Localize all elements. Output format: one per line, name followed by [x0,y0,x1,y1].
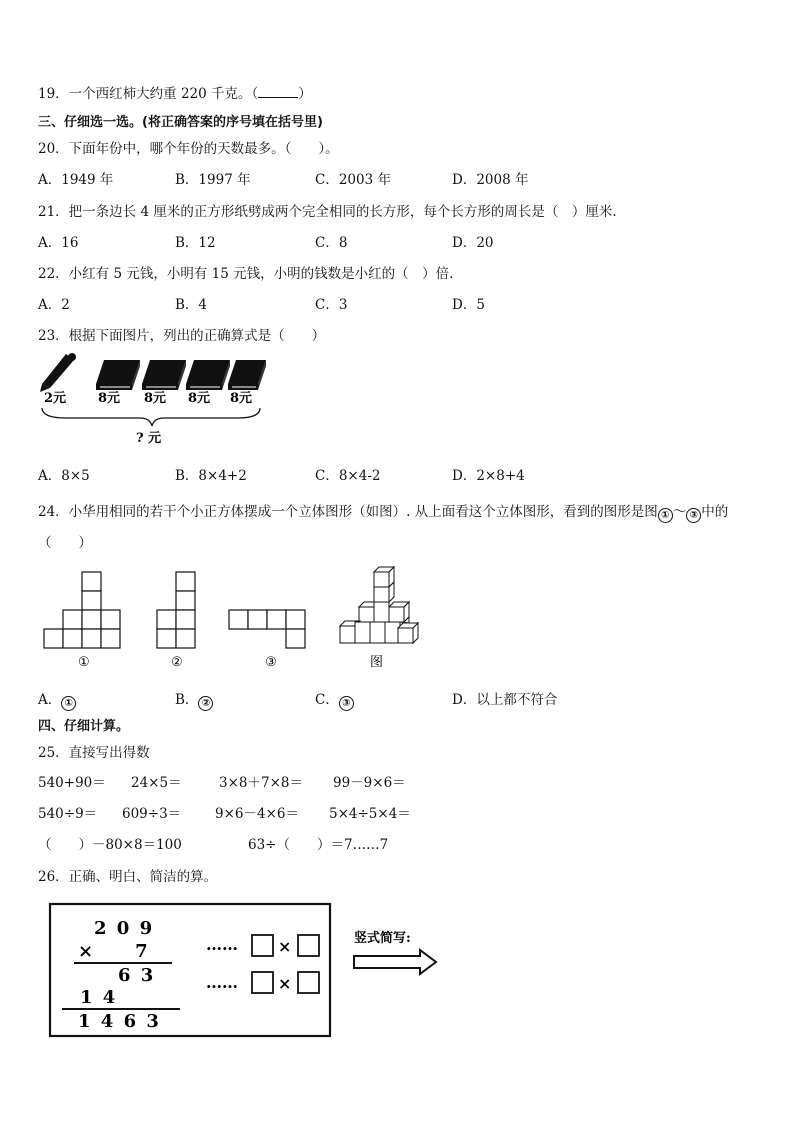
q24-text: 24．小华用相同的若干个小正方体摆成一个立体图形（如图）. 从上面看这个立体图形，看到的图形是图 ① ～ ③ 中的 [38,504,729,521]
q21-option-c[interactable]: C．8 [315,235,348,251]
calc-item: 63÷（ ）＝7……7 [248,837,389,853]
times-sign: × [278,937,292,956]
q26-text: 26．正确、明白、简洁的算。 [38,869,218,885]
q24-option-d[interactable]: D．以上都不符合 [452,692,558,708]
total-label: ? 元 [136,431,162,446]
q24-option-c[interactable]: C． ③ [315,688,354,711]
view-label: 图 [370,655,384,670]
calc-line: 6 3 [118,965,156,986]
q22-option-d[interactable]: D．5 [452,297,485,313]
q20-option-d[interactable]: D．2008 年 [452,172,529,188]
notebook-icon [228,360,266,390]
calc-item: 540÷9＝ [38,806,98,822]
times-sign: × [278,974,292,993]
answer-box[interactable] [252,935,273,956]
answer-box[interactable] [298,935,319,956]
q21-text: 21．把一条边长 4 厘米的正方形纸劈成两个完全相同的长方形，每个长方形的周长是（ ）厘米. [38,204,617,220]
q23-option-c[interactable]: C．8×4-2 [315,468,381,484]
q24-figures [40,566,430,676]
arrow-icon [354,950,436,974]
view-2 [157,572,195,648]
pen-icon [40,353,76,392]
calc-item: （ ）－80×8＝100 [38,837,182,853]
dots: …… [206,973,238,992]
notebook-icon [142,360,186,390]
calc-line: 2 0 9 [94,918,155,939]
q19-text: 19．一个西红柿大约重 220 千克。（ [38,86,259,102]
solid-figure [340,567,418,643]
price-label: 8元 [144,391,167,406]
q23-option-a[interactable]: A．8×5 [38,468,90,484]
notebook-icon [186,360,230,390]
q26-figure [48,900,448,1040]
q20-text: 20．下面年份中，哪个年份的天数最多。（ ）。 [38,141,339,157]
q21-option-d[interactable]: D．20 [452,235,494,251]
q22-option-b[interactable]: B．4 [175,297,208,313]
view-label: ① [78,655,90,670]
q21-option-a[interactable]: A．16 [38,235,79,251]
arrow-label: 竖式简写: [354,931,411,946]
calc-item: 9×6－4×6＝ [215,806,299,822]
total-brace [42,408,260,426]
q23-option-d[interactable]: D．2×8+4 [452,468,525,484]
q22-option-c[interactable]: C．3 [315,297,348,313]
q21-option-b[interactable]: B．12 [175,235,216,251]
notebook-icon [96,360,140,390]
calc-item: 5×4÷5×4＝ [329,806,411,822]
calc-line: 1 4 6 3 [78,1011,161,1032]
q24-paren: （ ） [38,535,92,551]
price-label: 8元 [188,391,211,406]
q20-option-b[interactable]: B．1997 年 [175,172,251,188]
price-label: 2元 [44,391,67,406]
calc-item: 540+90＝ [38,775,106,791]
q23-option-b[interactable]: B．8×4+2 [175,468,247,484]
q19: 19．一个西红柿大约重 220 千克。（ ） [38,86,312,102]
calc-item: 99－9×6＝ [333,775,406,791]
calc-item: 3×8＋7×8＝ [219,775,303,791]
view-label: ③ [265,655,277,670]
calc-item: 24×5＝ [131,775,182,791]
view-label: ② [171,655,183,670]
dots: …… [206,935,238,954]
section-4-heading: 四、仔细计算。 [38,719,130,734]
answer-box[interactable] [252,972,273,993]
section-3-heading: 三、仔细选一选。(将正确答案的序号填在括号里) [38,115,323,130]
q22-option-a[interactable]: A．2 [38,297,70,313]
q24-option-a[interactable]: A． ① [38,688,76,711]
calc-item: 609÷3＝ [122,806,182,822]
q25-text: 25．直接写出得数 [38,745,150,761]
q24-option-b[interactable]: B． ② [175,688,213,711]
q20-option-a[interactable]: A．1949 年 [38,172,114,188]
q23-figure [36,346,266,450]
view-1 [44,572,120,648]
calc-line: × 7 [78,941,150,962]
q19-answer-blank[interactable] [258,85,298,98]
answer-box[interactable] [298,972,319,993]
q22-text: 22．小红有 5 元钱，小明有 15 元钱，小明的钱数是小红的（ ）倍. [38,266,454,282]
price-label: 8元 [230,391,253,406]
view-3 [229,610,305,648]
price-label: 8元 [98,391,121,406]
calc-line: 1 4 [80,987,118,1008]
q20-option-c[interactable]: C．2003 年 [315,172,391,188]
q23-text: 23．根据下面图片，列出的正确算式是（ ） [38,328,326,344]
